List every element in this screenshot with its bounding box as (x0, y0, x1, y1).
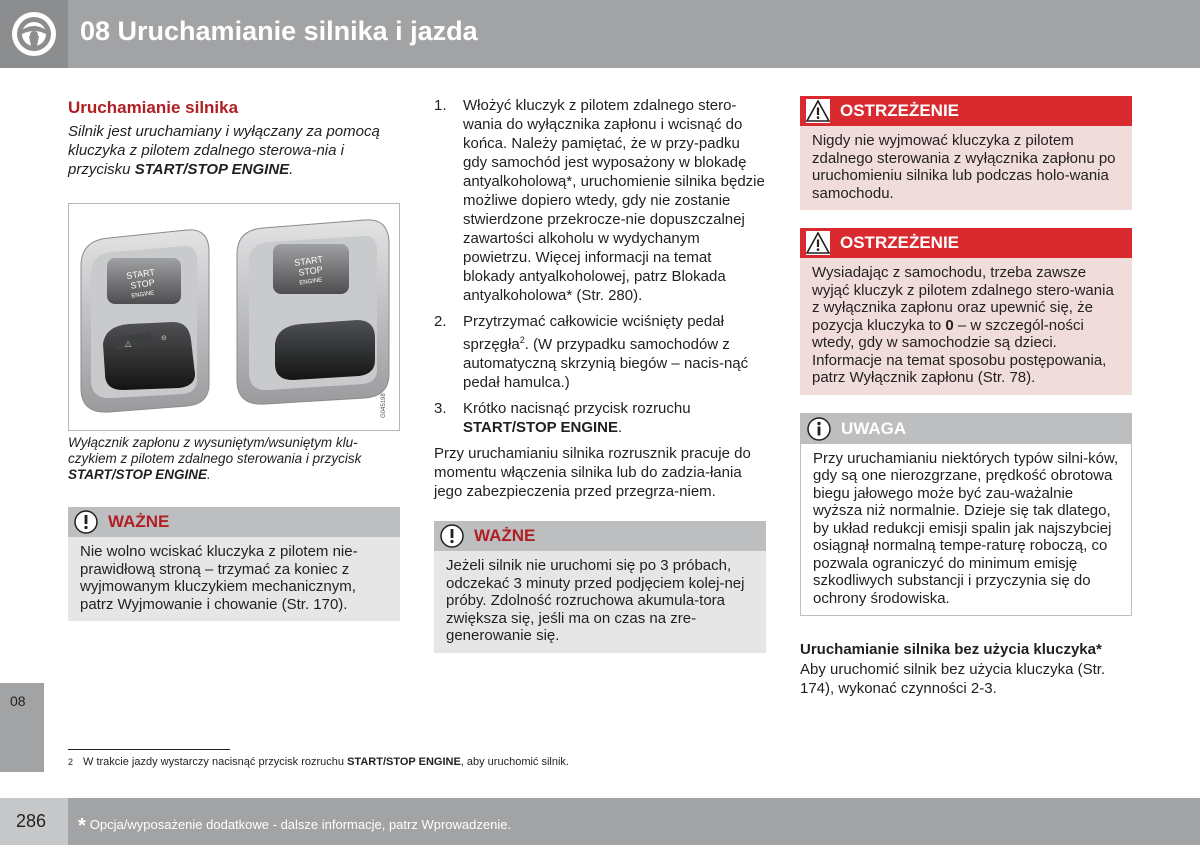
info-circle-icon (807, 417, 831, 441)
intro-text: Silnik jest uruchamiany i wyłączany za pomocą kluczyka z pilotem zdalnego sterowa-nia i przycisku START/STOP ENGINE. (68, 123, 380, 178)
ignition-switch-illustration (69, 204, 399, 430)
important-text: Nie wolno wciskać kluczyka z pilotem nie-prawidłową stroną – trzymać za koniec z wyjmowanym kluczykiem mechanicznym, patrz Wyjmowanie i chowanie (Str. 170). (80, 543, 358, 613)
chapter-icon-box (0, 0, 68, 68)
warning-header (800, 96, 1132, 126)
warning-label: OSTRZEŻENIE (840, 101, 960, 120)
exclamation-circle-icon (74, 510, 98, 534)
list-item: 1. Włożyć kluczyk z pilotem zdalnego stero-wania do wyłącznika zapłonu i wcisnąć do końca. Należy pamiętać, że w przy-padku gdy samochód jest wyposażony w blokadę antyalkoholową*, uruchomienie silnika będzie możliwe dopiero wtedy, gdy nie zostanie stwierdzone przekrocze-nie dopuszczalnej zawartości alkoholu w wydychanym powietrzu. Więcej informacji na temat blokady antyalkoholowej, patrz Blokada antyalkoholowa* (Str. 280). (434, 97, 765, 304)
svg-text:ENGINE: ENGINE (299, 277, 323, 287)
warning-text: Wysiadając z samochodu, trzeba zawsze wyjąć kluczyk z pilotem zdalnego stero-wania z wyłącznika zapłonu oraz upewnić się, że pozycja kluczyka to 0 – w szczegól-ności wtedy, gdy w samochodzie są dzieci. Informacje na temat sposobu postępowania, patrz Wyłącznik zapłonu (Str. 78). (812, 264, 1114, 386)
important-label: WAŻNE (474, 526, 536, 545)
svg-text:ENGINE: ENGINE (131, 290, 155, 300)
important-box (68, 507, 400, 621)
exclamation-circle-icon (440, 524, 464, 548)
footnote-rule (68, 749, 230, 750)
subsection-text: Aby uruchomić silnik bez użycia kluczyka (Str. 174), wykonać czynności 2-3. (800, 661, 1106, 697)
important-label: WAŻNE (108, 512, 170, 531)
important-box (434, 521, 766, 653)
footer-note: * Opcja/wyposażenie dodatkowe - dalsze informacje, patrz Wprowadzenie. (78, 815, 512, 837)
svg-text:STOP: STOP (129, 277, 156, 291)
warning-triangle-icon (806, 231, 830, 255)
photo-caption: Wyłącznik zapłonu z wysuniętym/wsuniętym klu-czykiem z pilotem zdalnego sterowania i przycisk START/STOP ENGINE. (68, 435, 362, 482)
svg-text:START: START (293, 254, 324, 268)
page-number: 286 (16, 811, 47, 831)
important-text: Jeżeli silnik nie uruchomi się po 3 próbach, odczekać 3 minuty przed podjęciem kolej-nej próby. Zdolność rozruchowa akumula-tora zwiększa się, jeśli ma on czas na zre-generowanie się. (446, 557, 745, 644)
steering-wheel-icon (10, 10, 58, 58)
warning-box (800, 228, 1132, 395)
list-item: 2. Przytrzymać całkowicie wciśnięty pedał sprzęgła$^2$. (W przypadku samochodów z automatyczną skrzynią biegów – nacis-nąć pedał hamulca.) (434, 313, 749, 391)
subsection-title: Uruchamianie silnika bez użycia kluczyka* (800, 641, 1102, 658)
important-header (68, 507, 400, 537)
svg-text:⊝: ⊝ (161, 334, 167, 342)
column-left (68, 96, 400, 621)
svg-text:STOP: STOP (297, 264, 324, 278)
warning-text: Nigdy nie wyjmować kluczyka z pilotem zdalnego sterowania z wyłącznika zapłonu po uruchomieniu silnika lub podczas holo-wania samochodu. (812, 132, 1116, 202)
chapter-title: 08 Uruchamianie silnika i jazda (80, 16, 478, 46)
section-title: Uruchamianie silnika (68, 98, 239, 117)
column-middle (434, 96, 766, 653)
warning-label: OSTRZEŻENIE (840, 233, 960, 252)
list-item: 3. Krótko nacisnąć przycisk rozruchu START/STOP ENGINE. (434, 400, 691, 436)
note-text: Przy uruchamianiu niektórych typów silni-ków, gdy są one nierozgrzane, prędkość obrotowa biegu jałowego może być zau-ważalnie wyższa niż normalnie. Dzieje się tak dlatego, by układ redukcji emisji spalin jak najszybciej osiągnął normalną tempe-raturę roboczą, co pozwala ograniczyć do minimum emisję szkodliwych substancji i przyczynia się do ochrony środowiska. (813, 449, 1119, 607)
svg-text:△: △ (125, 339, 132, 348)
note-box (800, 413, 1132, 617)
svg-text:G045198: G045198 (381, 393, 387, 418)
body-paragraph: Przy uruchamianiu silnika rozrusznik pracuje do momentu włączenia silnika lub do zadzia-łania jego zabezpieczenia przed przegrza-niem. (434, 445, 751, 500)
steps-list (434, 96, 766, 437)
note-header (801, 414, 1131, 444)
important-header (434, 521, 766, 551)
warning-triangle-icon (806, 99, 830, 123)
chapter-tab-label: 08 (10, 693, 26, 709)
warning-box (800, 96, 1132, 210)
footnote: 2 W trakcie jazdy wystarczy nacisnąć przycisk rozruchu START/STOP ENGINE, aby uruchomić silnik. (68, 756, 569, 768)
column-right (800, 96, 1132, 698)
svg-text:START: START (125, 267, 156, 281)
ignition-photo (68, 203, 400, 431)
warning-header (800, 228, 1132, 258)
note-label: UWAGA (841, 418, 907, 438)
